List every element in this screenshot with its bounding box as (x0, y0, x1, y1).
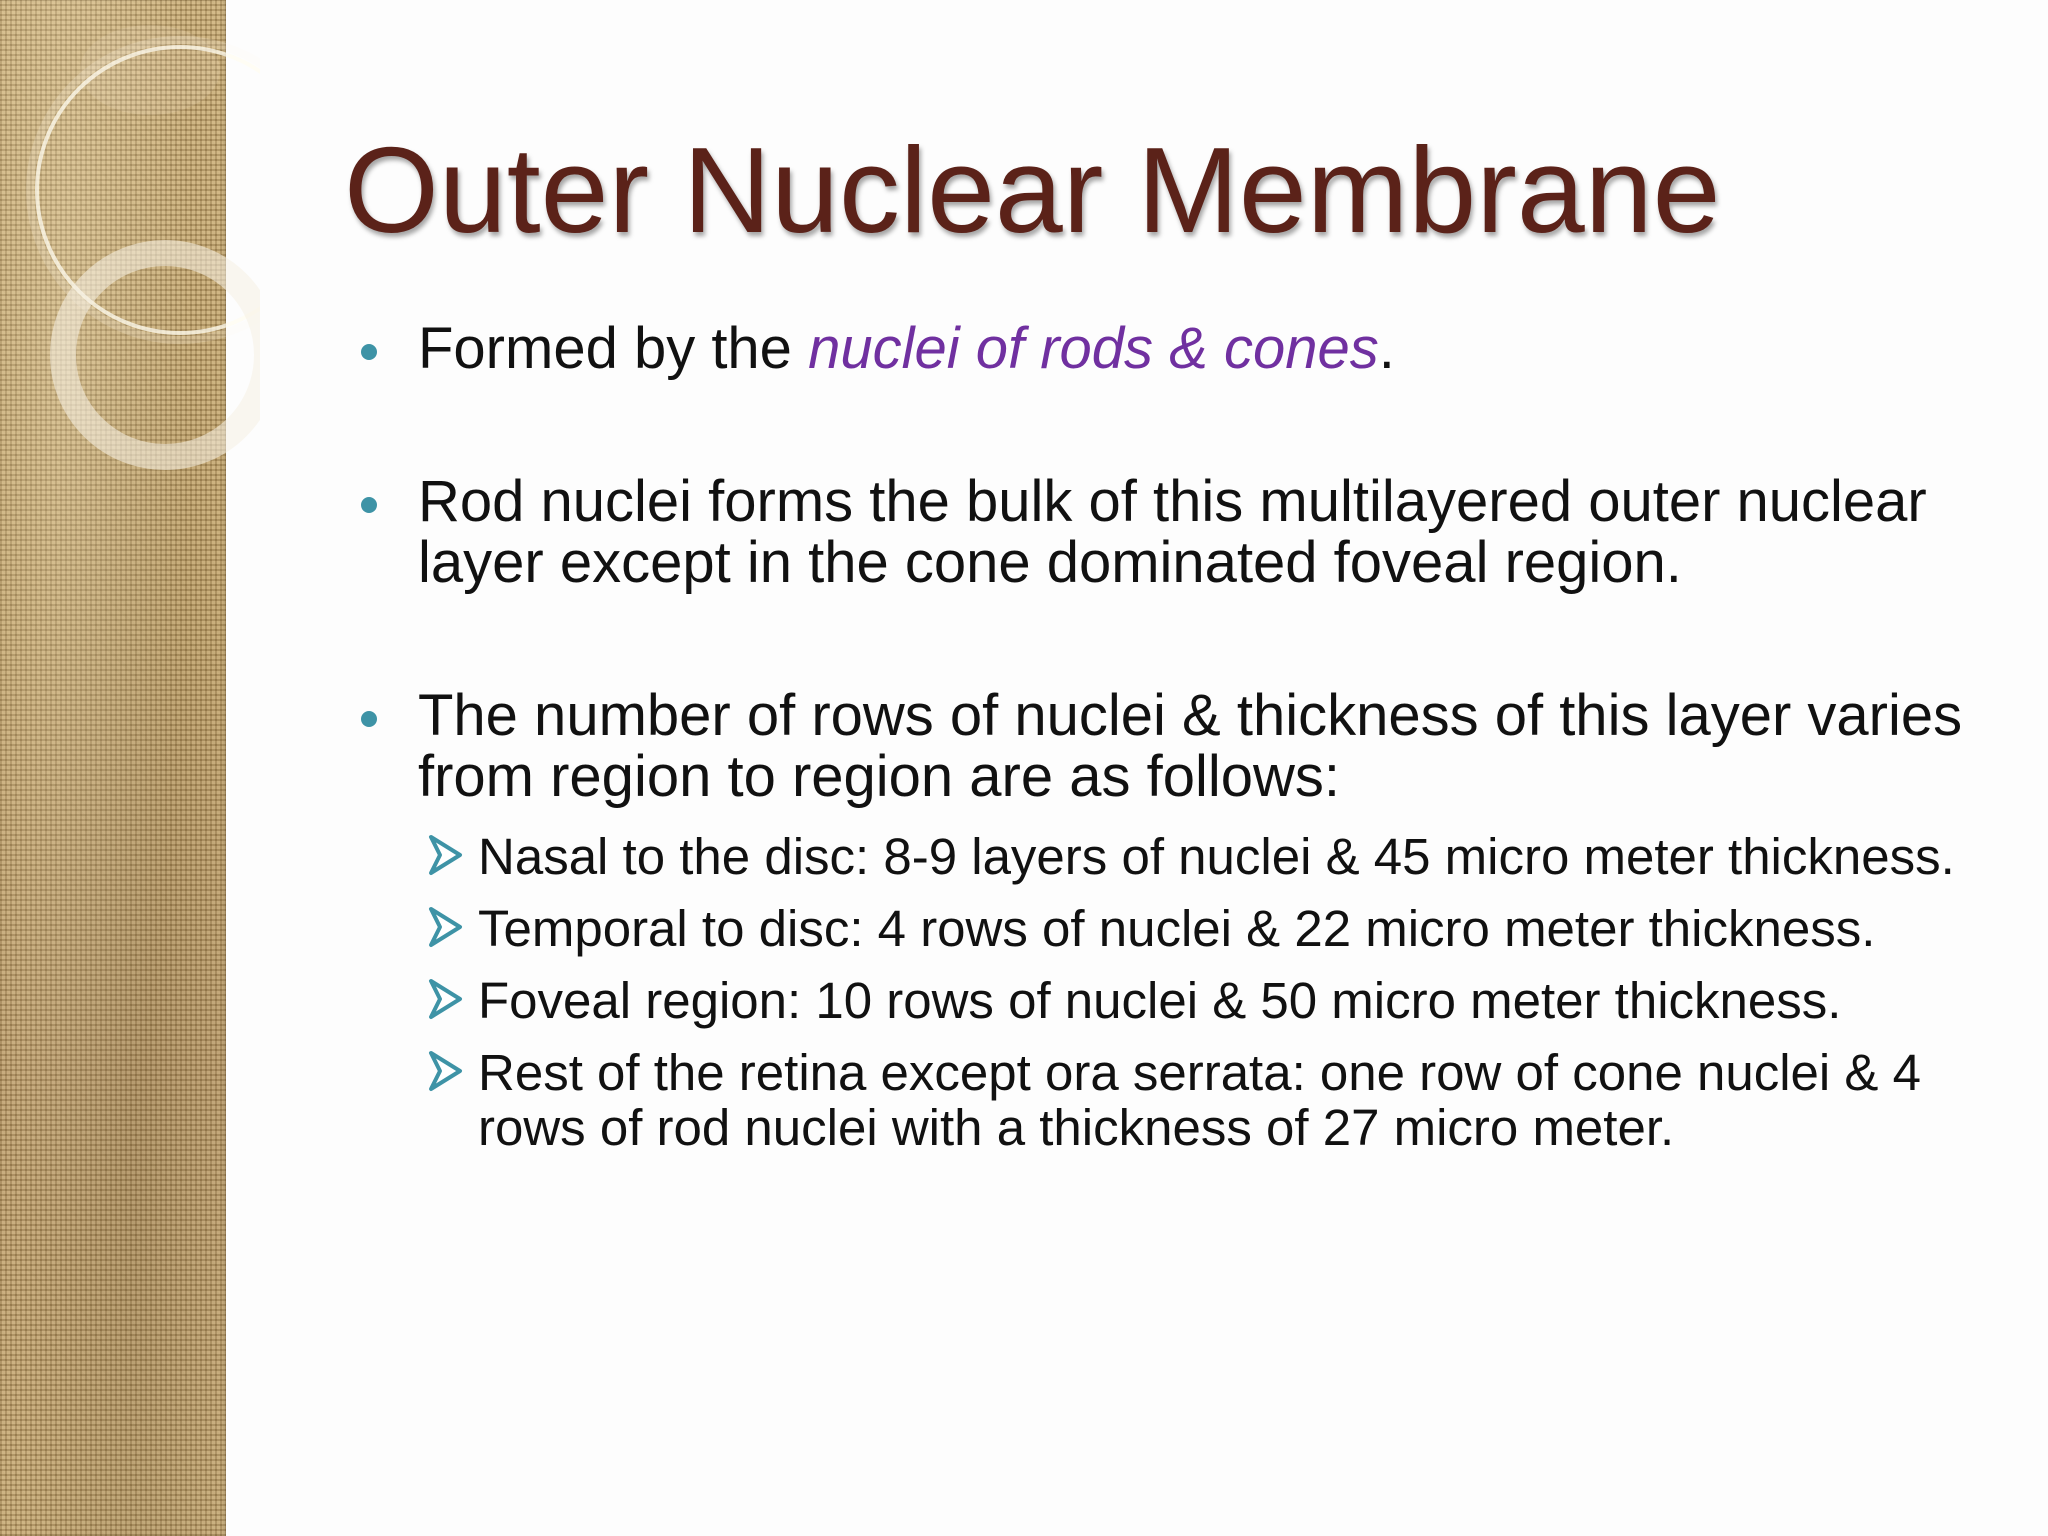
emphasized-text: nuclei of rods & cones (808, 316, 1379, 381)
arrow-bullet-icon (426, 831, 466, 879)
arrow-bullet-icon (426, 975, 466, 1023)
sub-bullet-item (350, 901, 2010, 956)
sub-bullet-list (418, 829, 2010, 1155)
dot-bullet-icon (361, 711, 377, 727)
bullet-text-start: Formed by the (418, 316, 809, 381)
arrow-bullet-icon (426, 1047, 466, 1095)
sub-bullet-item (350, 973, 2010, 1028)
bullet-text: The number of rows of nuclei & thickness of this layer varies from region to region are as follows: (418, 683, 1963, 809)
bullet-text-end: . (1378, 316, 1395, 381)
bullet-list (350, 318, 2010, 1172)
sub-bullet-item (350, 829, 2010, 884)
sub-bullet-text: Foveal region: 10 rows of nuclei & 50 micro meter thickness. (478, 972, 1842, 1029)
sub-bullet-item (350, 1045, 2010, 1155)
arrow-bullet-icon (426, 903, 466, 951)
sub-bullet-text: Rest of the retina except ora serrata: one row of cone nuclei & 4 rows of rod nuclei with a thickness of 27 micro meter. (478, 1044, 1921, 1156)
bullet-item (350, 471, 2010, 593)
sub-bullet-text: Temporal to disc: 4 rows of nuclei & 22 micro meter thickness. (478, 900, 1876, 957)
bullet-item (350, 685, 2010, 1155)
sub-bullet-text: Nasal to the disc: 8-9 layers of nuclei & 45 micro meter thickness. (478, 828, 1955, 885)
bullet-item (350, 318, 2010, 379)
slide-title: Outer Nuclear Membrane (344, 122, 1721, 258)
dot-bullet-icon (361, 344, 377, 360)
bullet-text: Rod nuclei forms the bulk of this multilayered outer nuclear layer except in the cone dominated foveal region. (418, 469, 1927, 595)
decorative-rings (0, 0, 260, 520)
dot-bullet-icon (361, 497, 377, 513)
